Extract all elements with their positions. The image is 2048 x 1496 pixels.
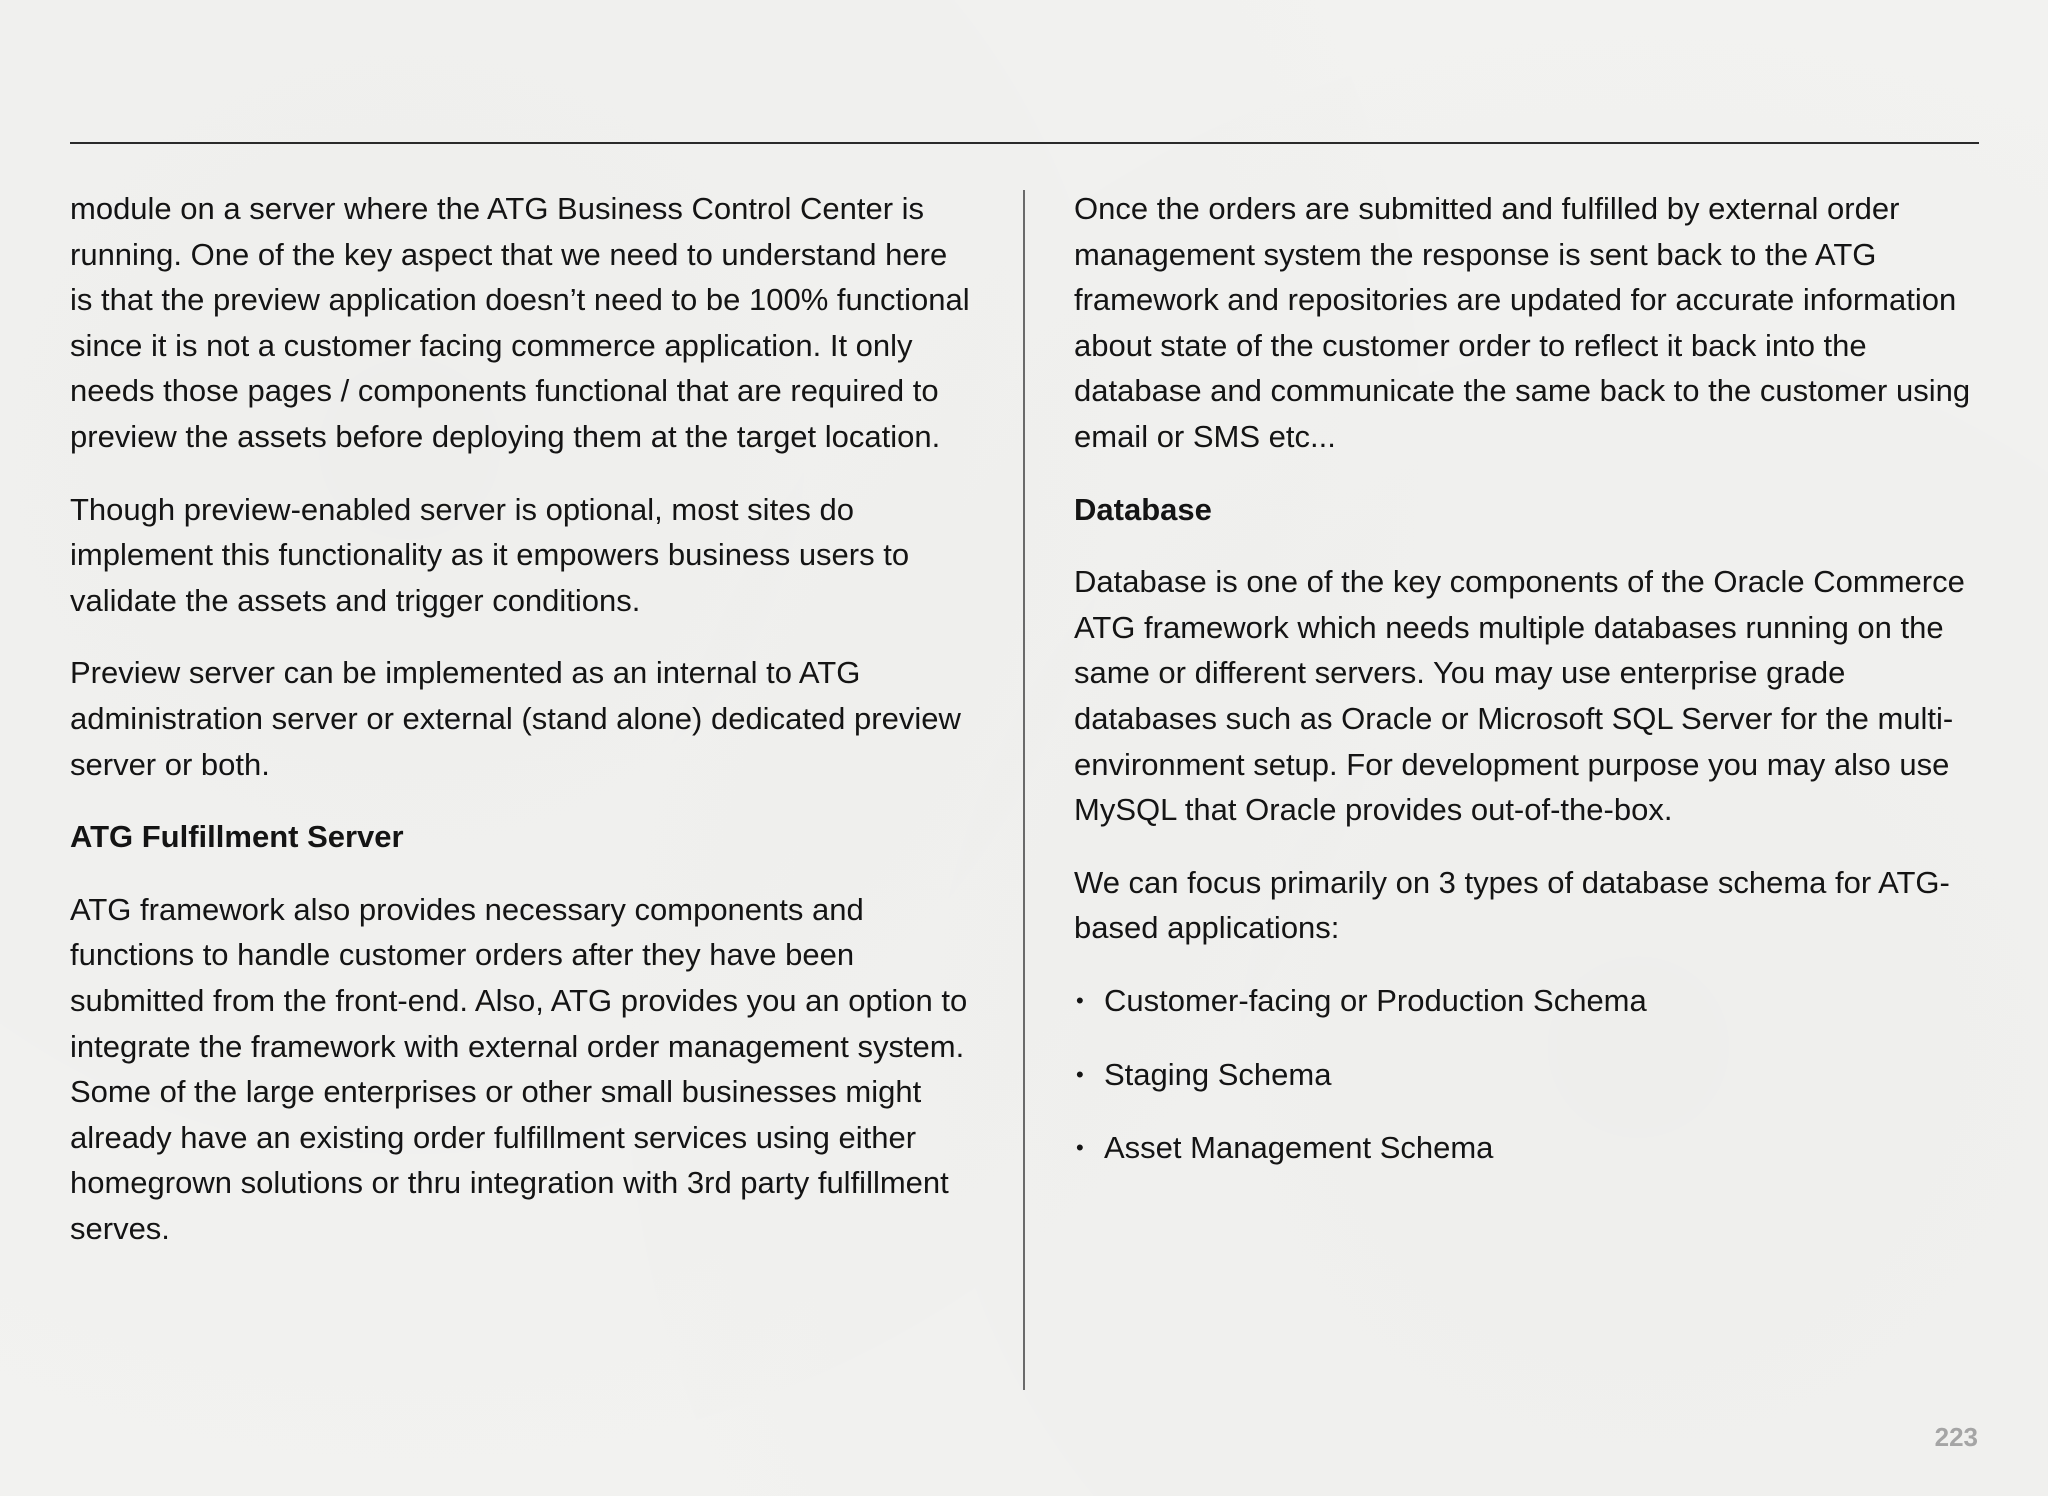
section-heading-database: Database <box>1074 491 1212 527</box>
bullet-icon: • <box>1076 1061 1084 1087</box>
right-paragraph-1: Once the orders are submitted and fulfilled by external order management system the response is sent back to the ATG framework and repositories are updated for accurate information about state of the customer order to reflect it back into the database and communicate the same back to the customer using email or SMS etc... <box>1074 191 1971 454</box>
header-rule <box>70 142 1979 144</box>
left-paragraph-4: ATG framework also provides necessary components and functions to handle customer orders after they have been submitted from the front-end. Also, ATG provides you an option to integrate the framework with external order management system. Some of the large enterprises or other small businesses might already have an existing order fulfillment services using either homegrown solutions or thru integration with 3rd party fulfillment serves. <box>70 891 968 1246</box>
list-item <box>1074 1052 1974 1098</box>
left-column <box>70 186 970 1278</box>
schema-list <box>1074 978 1974 1171</box>
list-item-text: Staging Schema <box>1104 1056 1332 1092</box>
bullet-icon: • <box>1076 987 1084 1013</box>
bullet-icon: • <box>1076 1135 1084 1161</box>
page-number: 223 <box>1934 1422 1978 1452</box>
column-divider <box>1023 190 1025 1390</box>
list-item <box>1074 1125 1974 1171</box>
list-item <box>1074 978 1974 1024</box>
list-item-text: Asset Management Schema <box>1104 1130 1494 1166</box>
list-item-text: Customer-facing or Production Schema <box>1104 982 1647 1018</box>
left-paragraph-2: Though preview-enabled server is optional, most sites do implement this functionality as it empowers business users to validate the assets and trigger conditions. <box>70 491 910 618</box>
section-heading-fulfillment: ATG Fulfillment Server <box>70 819 404 855</box>
right-paragraph-3: We can focus primarily on 3 types of database schema for ATG-based applications: <box>1074 864 1950 946</box>
left-paragraph-3: Preview server can be implemented as an internal to ATG administration server or external (stand alone) dedicated preview server or both. <box>70 655 961 782</box>
right-column <box>1074 186 1974 1199</box>
left-paragraph-1: module on a server where the ATG Business Control Center is running. One of the key aspect that we need to understand here is that the preview application doesn’t need to be 100% functional since it is not a customer facing commerce application. It only needs those pages / components functional that are required to preview the assets before deploying them at the target location. <box>70 191 970 454</box>
right-paragraph-2: Database is one of the key components of the Oracle Commerce ATG framework which needs multiple databases running on the same or different servers. You may use enterprise grade databases such as Oracle or Microsoft SQL Server for the multi-environment setup. For development purpose you may also use MySQL that Oracle provides out-of-the-box. <box>1074 564 1965 828</box>
